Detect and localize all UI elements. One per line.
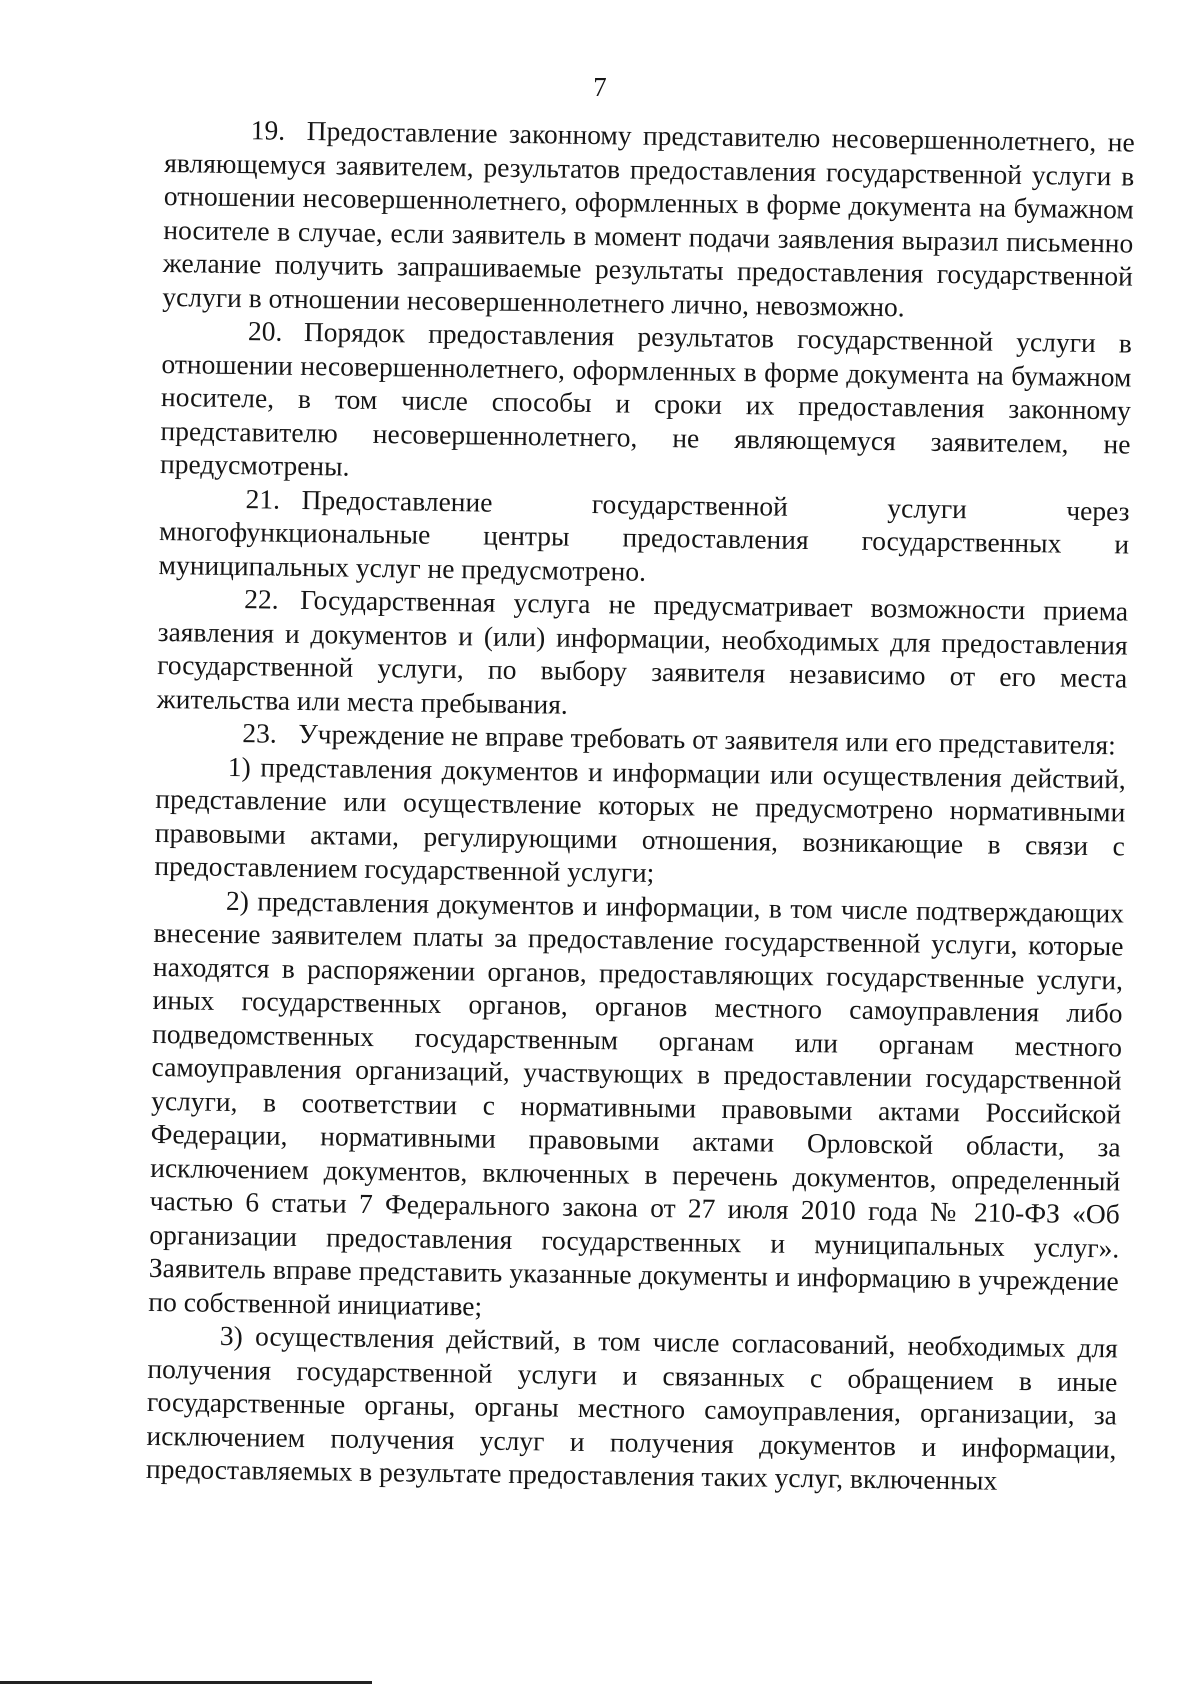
page-number: 7 <box>593 72 607 102</box>
paragraph-number: 19. <box>250 114 286 146</box>
paragraph-number: 21. <box>245 482 281 515</box>
paragraph-19 <box>162 112 1135 327</box>
subitem-1 <box>154 748 1126 896</box>
subitem-text: представления документов и информации или осуществления действий, представление или осуществление которых не предусмотрено нормативными правовыми актами, регулирующими отношения, возникающие в связи с предоставлением государственной услуги; <box>154 750 1127 888</box>
subitem-2 <box>148 882 1124 1331</box>
paragraph-text: Предоставление законному представителю несовершеннолетнего, не являющемуся заявителем, результатов предоставления государственной услуги в отношении несовершеннолетнего, оформленных в форме документа на бумажном носителе в случае, если заявитель в момент подачи заявления выразил письменно желание получить запрашиваемые результаты предоставления государственной услуги в отношении несовершеннолетнего лично, невозможно. <box>162 114 1135 322</box>
paragraph-text: Государственная услуга не предусматривает возможности приема заявления и документов и (или) информации, необходимых для предоставления государственной услуги, по выбору заявителя независимо от его места жительства или места пребывания. <box>156 583 1129 720</box>
subitem-number: 2) <box>225 884 250 916</box>
subitem-text: представления документов и информации, в том числе подтверждающих внесение заявителем платы за предоставление государственной услуги, которые находятся в распоряжении органов, предоставляющих государственные услуги, иных государственных органов, органов местного самоуправления либо подведомственных государственным органам или органам местного самоуправления организаций, участвующих в предоставлении государственной услуги, в соответствии с нормативными правовыми актами Российской Федерации, нормативными правовыми актами Орловской области, за исключением документов, включенных в перечень документов, определенный частью 6 статьи 7 Федерального закона от 27 июля 2010 года № 210-ФЗ «Об организации предоставления государственных и муниципальных услуг». Заявитель вправе представить указанные документы и информацию в учреждение по собственной инициативе; <box>148 884 1125 1322</box>
paragraph-number: 23. <box>242 717 277 749</box>
subitem-text: осуществления действий, в том числе согласований, необходимых для получения государственной услуги и связанных с обращением в иные государственные органы, органы местного самоуправления, организации, за исключением получения услуг и получения документов и информации, предоставляемых в результате предоставления таких услуг, включенных <box>145 1320 1119 1496</box>
paragraph-number: 22. <box>243 583 279 615</box>
paragraph-21 <box>158 480 1129 594</box>
paragraph-20 <box>160 313 1132 494</box>
paragraph-number: 20. <box>247 315 283 347</box>
paragraph-text: Учреждение не вправе требовать от заявителя или его представителя: <box>298 717 1117 761</box>
paragraph-text: Предоставление государственной услуги через многофункциональные центры предоставления государственных и муниципальных услуг не предусмотрено. <box>158 483 1130 587</box>
document-body <box>146 112 1135 1499</box>
footer-rule <box>0 1681 372 1684</box>
paragraph-22 <box>157 581 1129 729</box>
paragraph-text: Порядок предоставления результатов государственной услуги в отношении несовершеннолетнего, оформленных в форме документа на бумажном носителе, в том числе способы и сроки их предоставления законному представителю несовершеннолетнего, не являющемуся заявителем, не предусмотрены. <box>159 315 1133 482</box>
subitem-number: 1) <box>227 750 252 782</box>
subitem-number: 3) <box>219 1319 244 1352</box>
subitem-3 <box>146 1318 1118 1499</box>
